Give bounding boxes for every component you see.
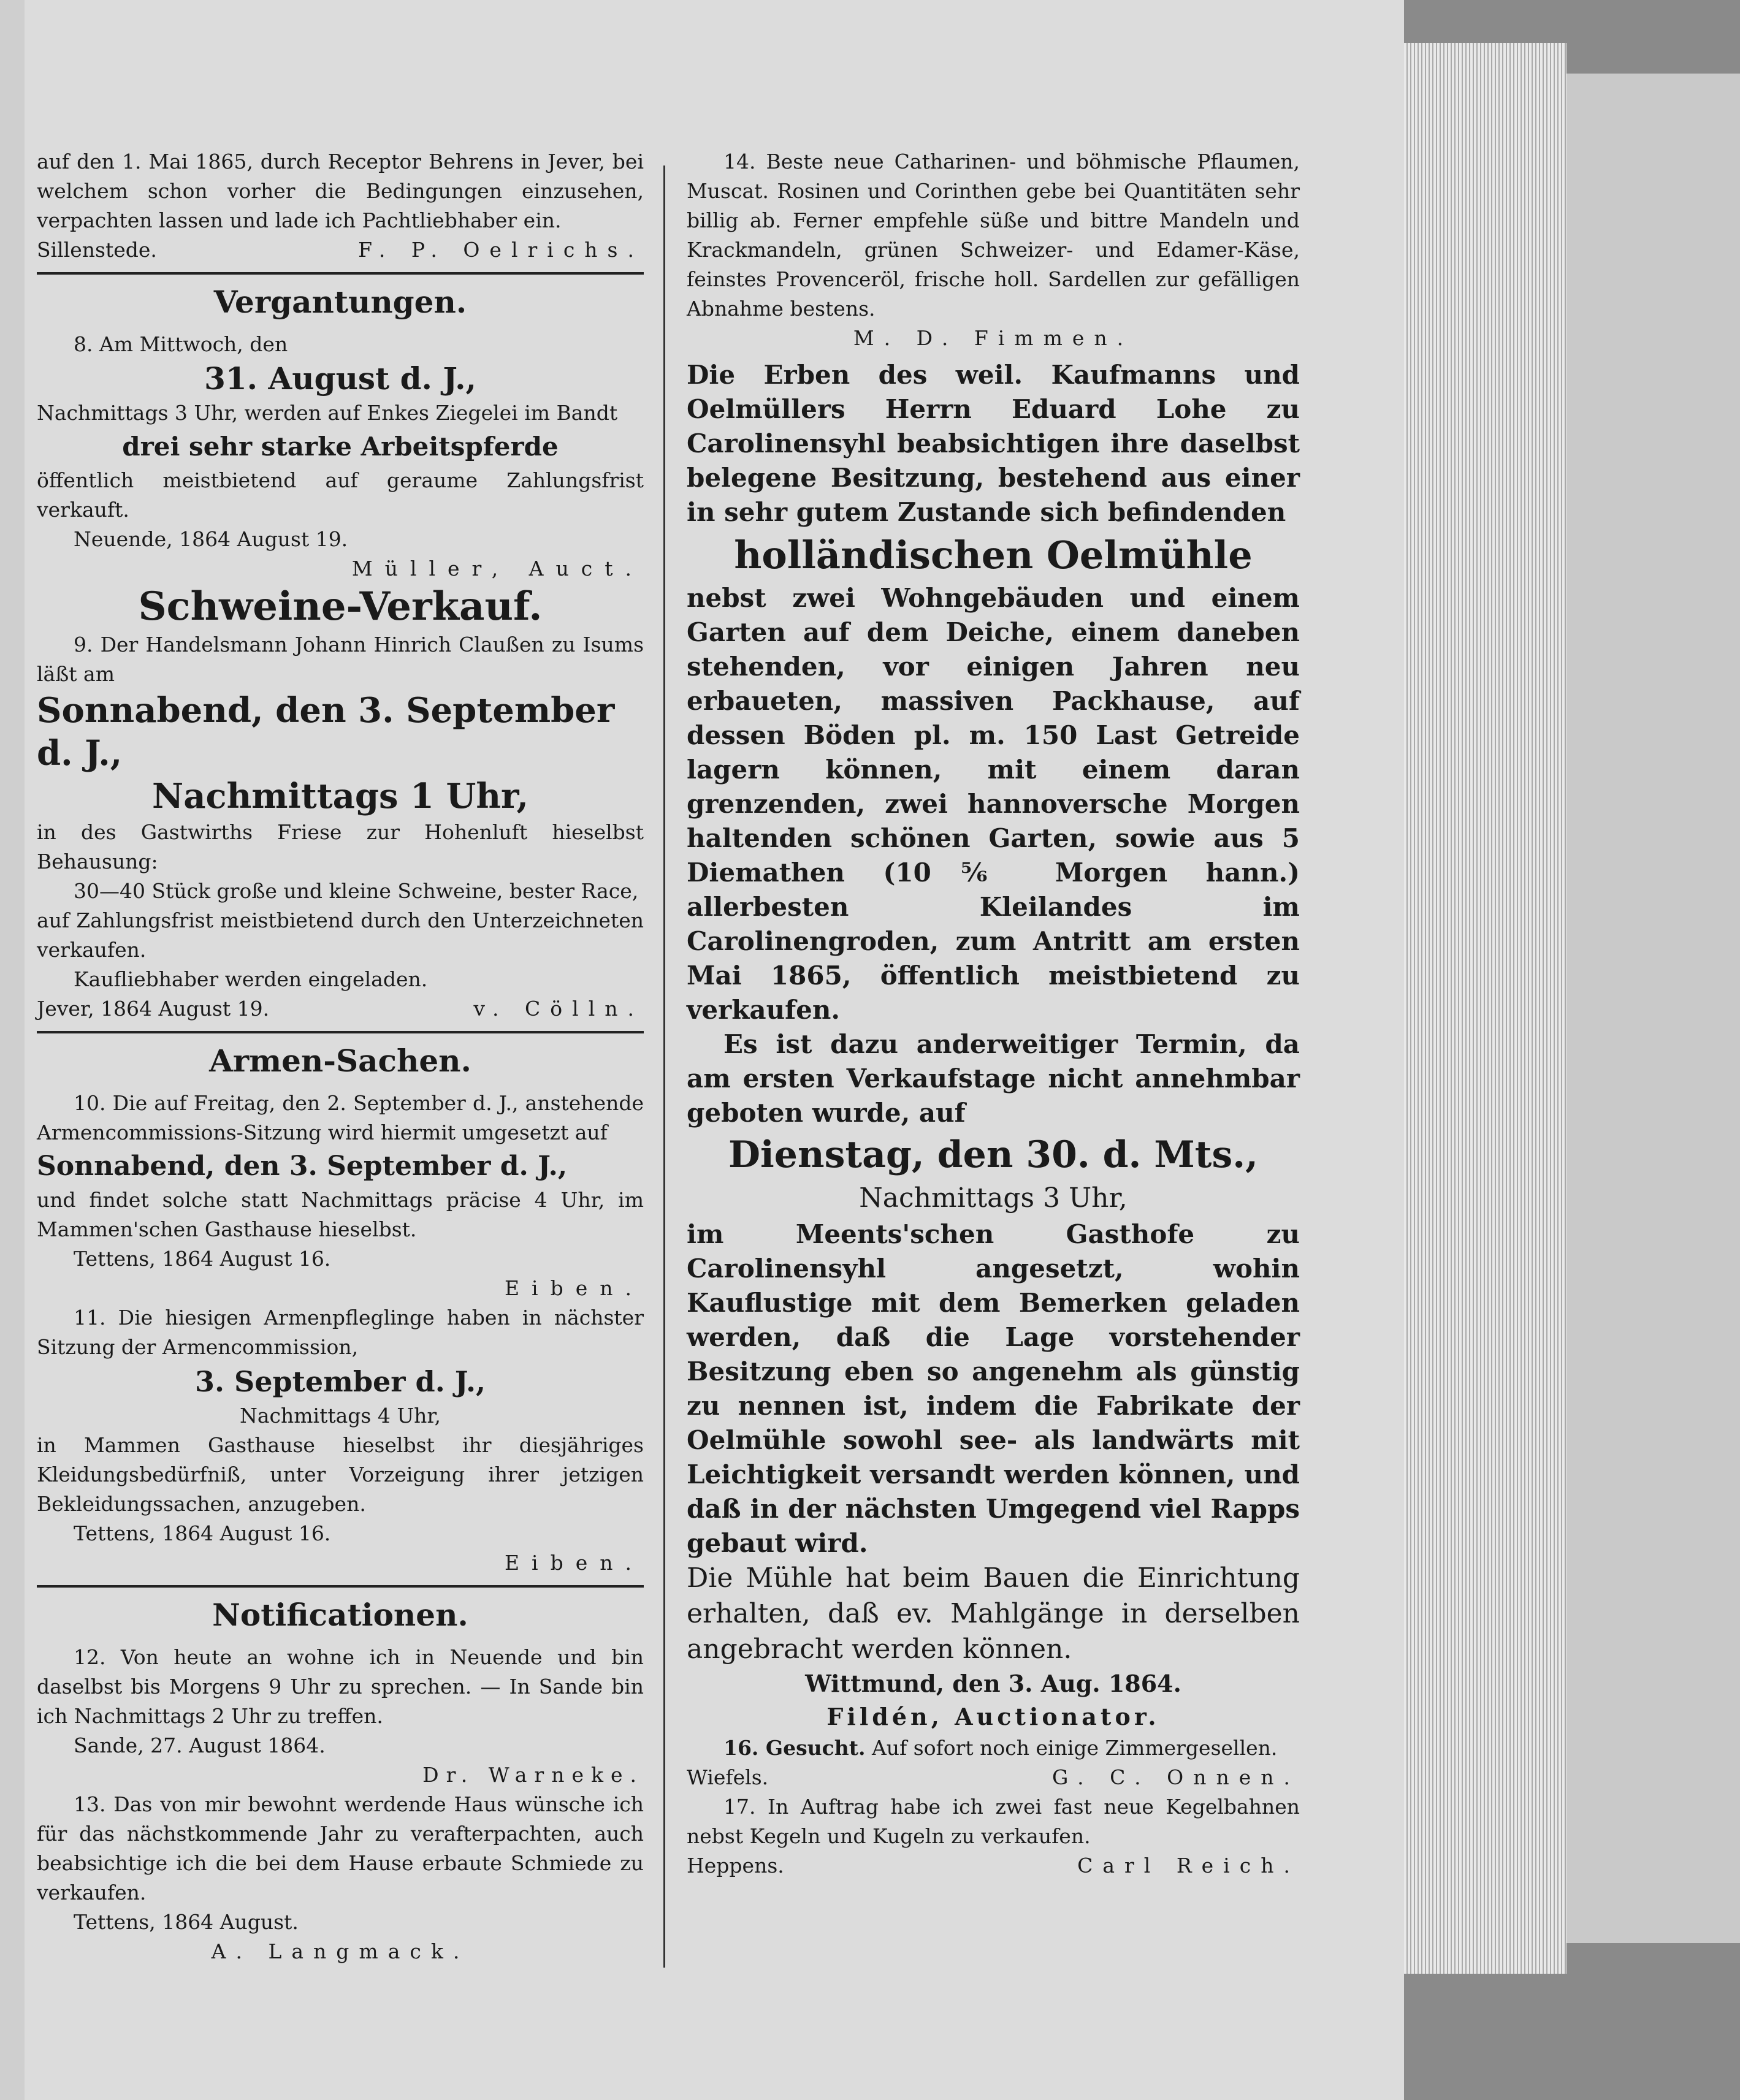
notice-15-termin: Es ist dazu anderweitiger Termin, da am ersten Verkaufstage nicht annehmbar geboten wurde, auf bbox=[687, 1029, 1300, 1128]
section-rule bbox=[37, 1031, 644, 1033]
notice-11-signature: Eiben. bbox=[504, 1551, 644, 1575]
notice-13-signature: A. Langmack. bbox=[211, 1939, 470, 1963]
notice-8-item: drei sehr starke Arbeitspferde bbox=[122, 432, 559, 462]
notice-8-date-line: Neuende, 1864 August 19. bbox=[74, 527, 348, 551]
section-rule bbox=[37, 272, 644, 275]
notice-9-date: Sonnabend, den 3. September d. J., bbox=[37, 690, 615, 774]
notice-15-signature: Fildén, Auctionator. bbox=[826, 1703, 1160, 1730]
notice-16-text: Auf sofort noch einige Zimmergesellen. bbox=[871, 1736, 1278, 1760]
notice-14-signature: M. D. Fimmen. bbox=[853, 326, 1134, 350]
notice-16 bbox=[687, 1733, 1300, 1763]
notice-14-text: 14. Beste neue Catharinen- und böhmische Pflaumen, Muscat. Rosinen und Corinthen gebe bei Quantitäten sehr billig ab. Ferner empfehle süße und bittre Mandeln und Krackmandeln, grünen Schweizer- und Edamer-Käse, feinstes Provenceröl, frische holl. Sardellen zur gefälligen Abnahme bestens. bbox=[687, 150, 1300, 321]
notice-8-end: öffentlich meistbietend auf geraume Zahlungsfrist verkauft. bbox=[37, 468, 644, 522]
notice-17-signature bbox=[687, 1851, 1300, 1881]
notice-11-date: 3. September d. J., bbox=[195, 1365, 486, 1398]
notice-8-text: Nachmittags 3 Uhr, werden auf Enkes Ziegelei im Bandt bbox=[37, 401, 618, 425]
notice-13-text: 13. Das von mir bewohnt werdende Haus wünsche ich für das nächstkommende Jahr zu verafterpachten, auch beabsichtige ich die bei dem Hause erbaute Schmiede zu verkaufen. bbox=[37, 1792, 644, 1904]
notice-15-place: im Meents'schen Gasthofe zu Carolinensyhl angesetzt, wohin Kauflustige mit dem Bemerken geladen werden, daß die Lage vorstehender Besitzung eben so angenehm als günstig zu nennen ist, indem die Fabrikate der Oelmühle sowohl see- als landwärts mit Leichtigkeit versandt werden können, und daß in der nächsten Umgegend viel Rapps gebaut wird. bbox=[687, 1219, 1300, 1558]
notice-10-signature: Eiben. bbox=[504, 1276, 644, 1300]
notice-15-time: Nachmittags 3 Uhr, bbox=[859, 1182, 1128, 1214]
heading-armen-sachen: Armen-Sachen. bbox=[209, 1043, 471, 1079]
notice-8-date: 31. August d. J., bbox=[204, 360, 476, 397]
notice-15-muehle: Die Mühle hat beim Bauen die Einrichtung erhalten, daß ev. Mahlgänge in derselben angebracht werden können. bbox=[687, 1562, 1300, 1665]
notice-15-title: holländischen Oelmühle bbox=[734, 533, 1253, 577]
signature-place: Heppens. bbox=[687, 1854, 784, 1877]
heading-notificationen: Notificationen. bbox=[212, 1597, 468, 1633]
signature-name: G. C. Onnen. bbox=[1051, 1765, 1300, 1789]
notice-7-signature bbox=[37, 235, 644, 265]
left-column bbox=[37, 147, 644, 1966]
notice-9-end: auf Zahlungsfrist meistbietend durch den Unterzeichneten verkaufen. bbox=[37, 908, 644, 962]
notice-17-text: 17. In Auftrag habe ich zwei fast neue Kegelbahnen nebst Kegeln und Kugeln zu verkaufen. bbox=[687, 1795, 1300, 1848]
notice-8-signature: Müller, Auct. bbox=[351, 557, 644, 580]
notice-16-label: 16. Gesucht. bbox=[723, 1736, 866, 1760]
heading-vergantungen: Vergantungen. bbox=[213, 284, 467, 320]
notice-8-start: 8. Am Mittwoch, den bbox=[74, 332, 288, 356]
notice-11-end: in Mammen Gasthause hieselbst ihr diesjähriges Kleidungsbedürfniß, unter Vorzeigung ihrer jetzigen Bekleidungssachen, anzugeben. bbox=[37, 1433, 644, 1516]
notice-9-place: in des Gastwirths Friese zur Hohenluft hieselbst Behausung: bbox=[37, 820, 644, 873]
notice-15-intro: Die Erben des weil. Kaufmanns und Oelmüllers Herrn Eduard Lohe zu Carolinensyhl beabsichtigen ihre daselbst belegene Besitzung, bestehend aus einer in sehr gutem Zustande sich befindenden bbox=[687, 360, 1300, 527]
signature-place: Sillenstede. bbox=[37, 238, 157, 262]
signature-place: Wiefels. bbox=[687, 1765, 769, 1789]
notice-10-date-line: Tettens, 1864 August 16. bbox=[74, 1247, 331, 1271]
signature-name: Carl Reich. bbox=[1077, 1854, 1300, 1877]
section-rule bbox=[37, 1585, 644, 1588]
notice-12-date-line: Sande, 27. August 1864. bbox=[74, 1733, 326, 1757]
heading-schweine-verkauf: Schweine-Verkauf. bbox=[138, 584, 543, 630]
notice-16-signature bbox=[687, 1763, 1300, 1792]
notice-10-end: und findet solche statt Nachmittags präcise 4 Uhr, im Mammen'schen Gasthause hieselbst. bbox=[37, 1188, 644, 1241]
adjacent-page-edge bbox=[0, 0, 26, 2100]
notice-15-body: nebst zwei Wohngebäuden und einem Garten auf dem Deiche, einem daneben stehenden, vor einigen Jahren neu erbaueten, massiven Packhause, auf dessen Böden pl. m. 150 Last Getreide lagern können, mit einem daran grenzenden, zwei hannoversche Morgen haltenden schönen Garten, sowie aus 5 Diemathen (10⅚ Morgen hann.) allerbesten Kleilandes im Carolinengroden, zum Antritt am ersten Mai 1865, öffentlich meistbietend zu verkaufen. bbox=[687, 583, 1300, 1025]
book-cover bbox=[1566, 74, 1740, 1943]
notice-15-date: Dienstag, den 30. d. Mts., bbox=[728, 1133, 1259, 1176]
notice-11-text: 11. Die hiesigen Armenpfleglinge haben in nächster Sitzung der Armencommission, bbox=[37, 1306, 644, 1359]
notice-9-time: Nachmittags 1 Uhr, bbox=[152, 776, 528, 816]
right-column bbox=[687, 147, 1300, 1881]
signature-place: Jever, 1864 August 19. bbox=[37, 997, 270, 1021]
signature-name: F. P. Oelrichs. bbox=[358, 238, 644, 262]
notice-9-signature bbox=[37, 994, 644, 1024]
notice-9-start: 9. Der Handelsmann Johann Hinrich Claußen zu Isums läßt am bbox=[37, 633, 644, 686]
notice-12-text: 12. Von heute an wohne ich in Neuende und bin daselbst bis Morgens 9 Uhr zu sprechen. — In Sande bin ich Nachmittags 2 Uhr zu treffen. bbox=[37, 1645, 644, 1728]
book-page-edges bbox=[1404, 43, 1566, 1974]
notice-15-date-line: Wittmund, den 3. Aug. 1864. bbox=[805, 1670, 1181, 1697]
notice-9-invite: Kaufliebhaber werden eingeladen. bbox=[74, 967, 428, 991]
notice-7-text: auf den 1. Mai 1865, durch Receptor Behrens in Jever, bei welchem schon vorher die Bedingungen einzusehen, verpachten lassen und lade ich Pachtliebhaber ein. bbox=[37, 150, 644, 232]
notice-11-time: Nachmittags 4 Uhr, bbox=[239, 1404, 441, 1428]
column-divider bbox=[663, 165, 665, 1968]
notice-10-date: Sonnabend, den 3. September d. J., bbox=[37, 1151, 568, 1182]
notice-13-date-line: Tettens, 1864 August. bbox=[74, 1910, 299, 1934]
notice-9-items: 30—40 Stück große und kleine Schweine, bester Race, bbox=[74, 879, 639, 903]
signature-name: v. Cölln. bbox=[473, 997, 644, 1021]
notice-12-signature: Dr. Warneke. bbox=[422, 1763, 644, 1787]
notice-11-date-line: Tettens, 1864 August 16. bbox=[74, 1521, 331, 1545]
notice-10-text: 10. Die auf Freitag, den 2. September d. J., anstehende Armencommissions-Sitzung wird hiermit umgesetzt auf bbox=[37, 1091, 644, 1144]
